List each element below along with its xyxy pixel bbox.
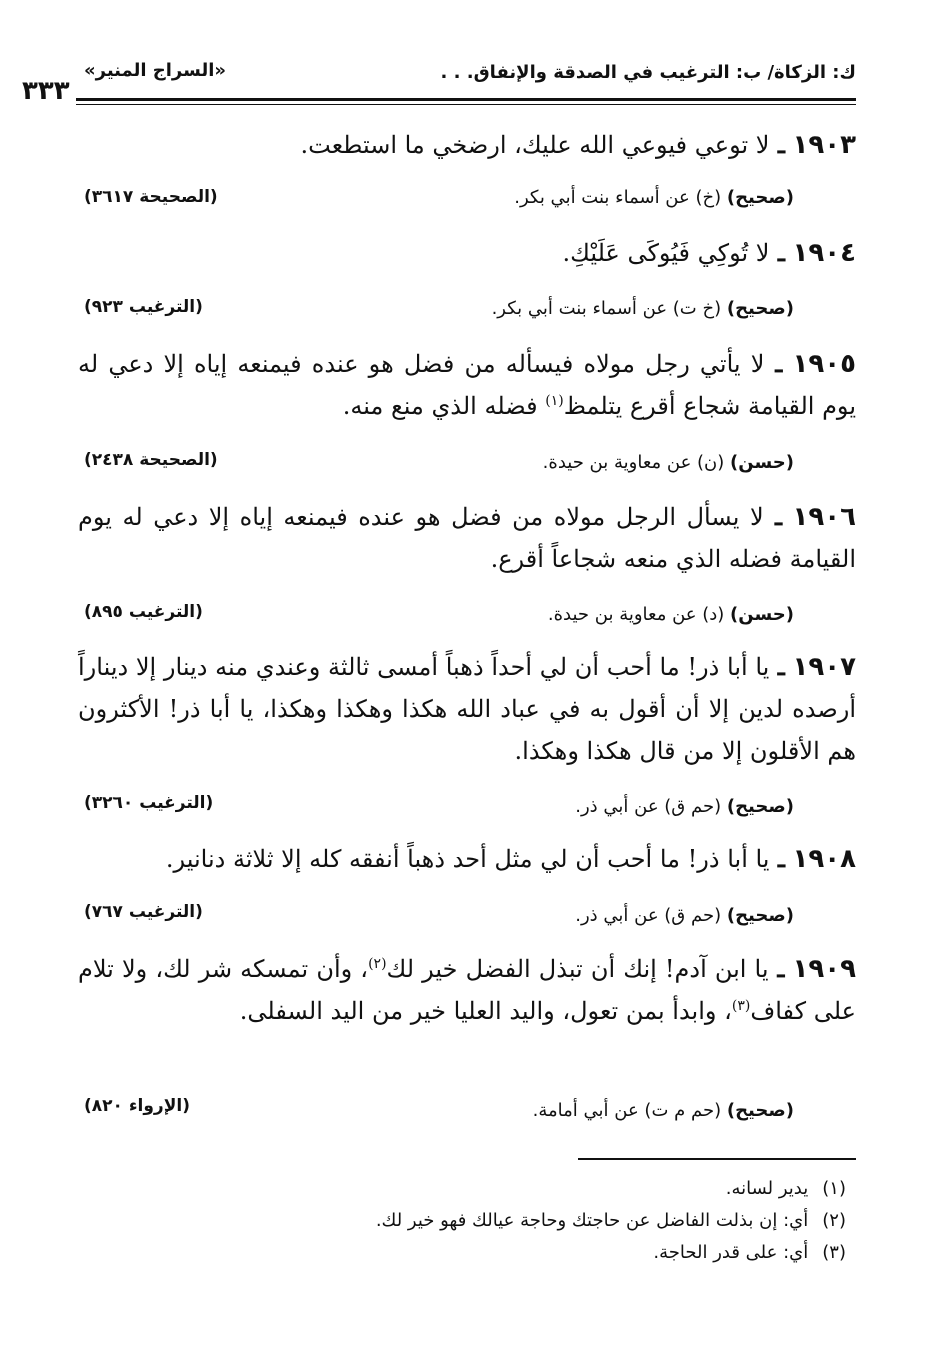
hadith-grade: (صحيح): [726, 905, 794, 926]
hadith-dash: ـ: [768, 954, 785, 983]
hadith-number: ١٩٠٩: [792, 954, 857, 984]
hadith-body: لا تُوكِي فَيُوكَى عَلَيْكِ.: [562, 239, 770, 267]
footnote-number: (٢): [822, 1210, 846, 1231]
hadith-1905-reference: [543, 452, 794, 473]
hadith-1904-text: [78, 232, 856, 274]
header-rule-thin: [76, 104, 856, 105]
hadith-1907-source: (الترغيب ٣٢٦٠): [84, 793, 214, 813]
header-rule-thick: [76, 98, 856, 101]
hadith-1907-reference: [575, 796, 794, 817]
hadith-dash: ـ: [764, 349, 783, 378]
hadith-grade: (حسن): [730, 604, 794, 625]
hadith-narrators: (د) عن معاوية بن حيدة.: [547, 604, 725, 625]
hadith-narrators: (خ) عن أسماء بنت أبي بكر.: [514, 187, 722, 208]
footnote-separator: [578, 1158, 856, 1160]
hadith-number: ١٩٠٤: [792, 238, 856, 268]
hadith-narrators: (خ ت) عن أسماء بنت أبي بكر.: [491, 298, 722, 319]
hadith-1909-text: [78, 948, 856, 1032]
hadith-1903-source: (الصحيحة ٣٦١٧): [84, 187, 218, 207]
chapter-title: ك: الزكاة/ ب: الترغيب في الصدقة والإنفاق. . .: [440, 62, 856, 83]
hadith-body: يا ابن آدم! إنك أن تبذل الفضل خير لك: [386, 955, 769, 983]
hadith-grade: (صحيح): [726, 298, 794, 319]
footnote-2: [376, 1210, 846, 1231]
hadith-narrators: (حم ق) عن أبي ذر.: [575, 796, 722, 817]
hadith-number: ١٩٠٥: [792, 349, 856, 379]
hadith-1906-source: (الترغيب ٨٩٥): [84, 602, 203, 622]
hadith-1904-source: (الترغيب ٩٢٣): [84, 297, 203, 317]
footnote-text: أي: على قدر الحاجة.: [653, 1242, 809, 1263]
footnote-1: [726, 1178, 846, 1199]
footnote-3: [653, 1242, 846, 1263]
hadith-body: يا أبا ذر! ما أحب أن لي مثل أحد ذهباً أنفقه كله إلا ثلاثة دنانير.: [165, 845, 770, 873]
hadith-1908-text: [78, 838, 856, 880]
hadith-number: ١٩٠٣: [792, 130, 856, 160]
hadith-1908-source: (الترغيب ٧٦٧): [84, 902, 203, 922]
hadith-dash: ـ: [769, 844, 785, 873]
hadith-grade: (صحيح): [726, 1100, 794, 1121]
hadith-1903-text: [78, 124, 856, 166]
hadith-body: لا يأتي رجل مولاه فيسأله من فضل هو عنده فيمنعه إياه إلا دعي له يوم القيامة شجاع أقرع يتلمظ: [78, 350, 856, 420]
hadith-1909-source: (الإرواء ٨٢٠): [84, 1096, 190, 1116]
hadith-body-continued: ، وأن تمسكه شر لك، ولا تلام على كفاف: [78, 955, 856, 1025]
hadith-1906-reference: [548, 604, 794, 625]
hadith-1907-text: [78, 646, 856, 772]
footnote-number: (٣): [822, 1242, 846, 1263]
hadith-body: لا توعي فيوعي الله عليك، ارضخي ما استطعت.: [300, 131, 770, 159]
hadith-grade: (حسن): [730, 452, 794, 473]
page-number: ٣٣٣: [22, 76, 70, 106]
footnote-marker[interactable]: (٣): [731, 998, 751, 1014]
hadith-grade: (صحيح): [726, 187, 794, 208]
hadith-body-continued: فضله الذي منع منه.: [342, 392, 546, 420]
book-title: «السراج المنير»: [84, 60, 226, 81]
hadith-dash: ـ: [769, 238, 785, 267]
hadith-narrators: (حم م ت) عن أبي أمامة.: [532, 1100, 722, 1121]
hadith-dash: ـ: [769, 652, 785, 681]
hadith-narrators: (ن) عن معاوية بن حيدة.: [542, 452, 725, 473]
hadith-body: يا أبا ذر! ما أحب أن لي أحداً ذهباً أمسى ثالثة وعندي منه دينار إلا ديناراً أرصده لدين إلا أن أقول به في عباد الله هكذا وهكذا وهكذا، يا أبا ذر! الأكثرون هم الأقلون إلا من قال هكذا وهكذا.: [78, 653, 856, 765]
hadith-grade: (صحيح): [726, 796, 794, 817]
footnote-marker[interactable]: (٢): [368, 956, 387, 972]
hadith-1908-reference: [575, 905, 794, 926]
hadith-dash: ـ: [763, 502, 782, 531]
hadith-1905-source: (الصحيحة ٢٤٣٨): [84, 450, 218, 470]
hadith-1909-reference: [533, 1100, 794, 1121]
hadith-body-continued: ، وابدأ بمن تعول، واليد العليا خير من اليد السفلى.: [239, 997, 732, 1025]
footnote-marker[interactable]: (١): [545, 393, 564, 409]
hadith-1906-text: [78, 496, 856, 580]
footnote-text: أي: إن بذلت الفاضل عن حاجتك وحاجة عيالك فهو خير لك.: [375, 1210, 809, 1231]
hadith-1904-reference: [492, 298, 794, 319]
hadith-number: ١٩٠٧: [792, 652, 856, 682]
hadith-narrators: (حم ق) عن أبي ذر.: [575, 905, 722, 926]
footnote-number: (١): [822, 1178, 846, 1199]
hadith-number: ١٩٠٦: [792, 502, 857, 532]
footnote-text: يدير لسانه.: [725, 1178, 809, 1199]
hadith-number: ١٩٠٨: [792, 844, 856, 874]
running-header: [76, 58, 856, 98]
hadith-body: لا يسأل الرجل مولاه من فضل هو عنده فيمنعه إياه إلا دعي له يوم القيامة فضله الذي منعه شجاعاً أقرع.: [78, 503, 856, 573]
hadith-1903-reference: [514, 187, 794, 208]
hadith-1905-text: [78, 343, 856, 427]
hadith-dash: ـ: [769, 130, 785, 159]
